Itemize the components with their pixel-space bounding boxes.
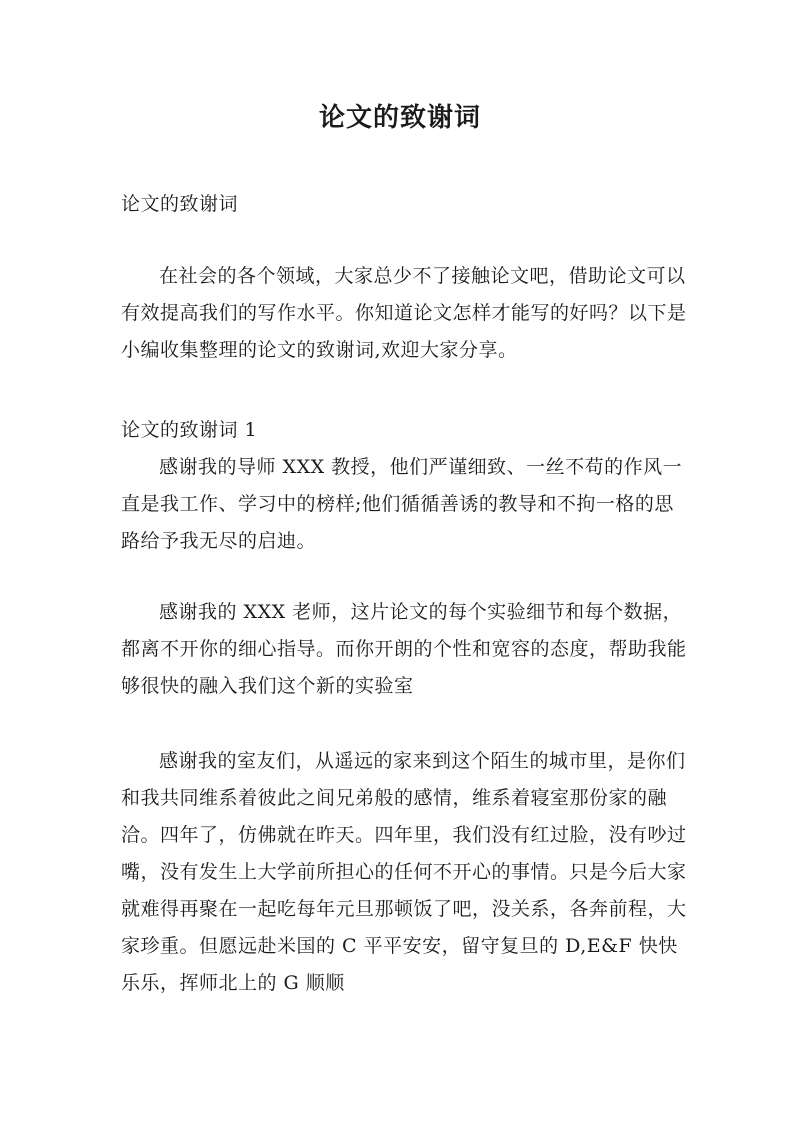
section-heading: 论文的致谢词 [121, 193, 239, 215]
paragraph-thanks-roommates: 感谢我的室友们，从遥远的家来到这个陌生的城市里，是你们和我共同维系着彼此之间兄弟般的感情，维系着寝室那份家的融洽。四年了，仿佛就在昨天。四年里，我们没有红过脸，没有吵过嘴，没有发生上大学前所担心的任何不开心的事情。只是今后大家就难得再聚在一起吃每年元旦那顿饭了吧，没关系，各奔前程，大家珍重。但愿远赴米国的 C 平平安安，留守复旦的 D,E&F 快快乐乐，挥师北上的 G 顺顺 [121, 750, 687, 994]
document-title: 论文的致谢词 [318, 103, 481, 133]
intro-paragraph: 在社会的各个领域，大家总少不了接触论文吧，借助论文可以有效提高我们的写作水平。你知道论文怎样才能写的好吗？以下是小编收集整理的论文的致谢词,欢迎大家分享。 [121, 265, 687, 361]
paragraph-thanks-teacher: 感谢我的 XXX 老师，这片论文的每个实验细节和每个数据，都离不开你的细心指导。而你开朗的个性和宽容的态度，帮助我能够很快的融入我们这个新的实验室 [121, 601, 687, 697]
subsection-heading: 论文的致谢词 1 [121, 419, 258, 441]
paragraph-thanks-advisor: 感谢我的导师 XXX 教授，他们严谨细致、一丝不苟的作风一直是我工作、学习中的榜样;他们循循善诱的教导和不拘一格的思路给予我无尽的启迪。 [121, 456, 683, 552]
